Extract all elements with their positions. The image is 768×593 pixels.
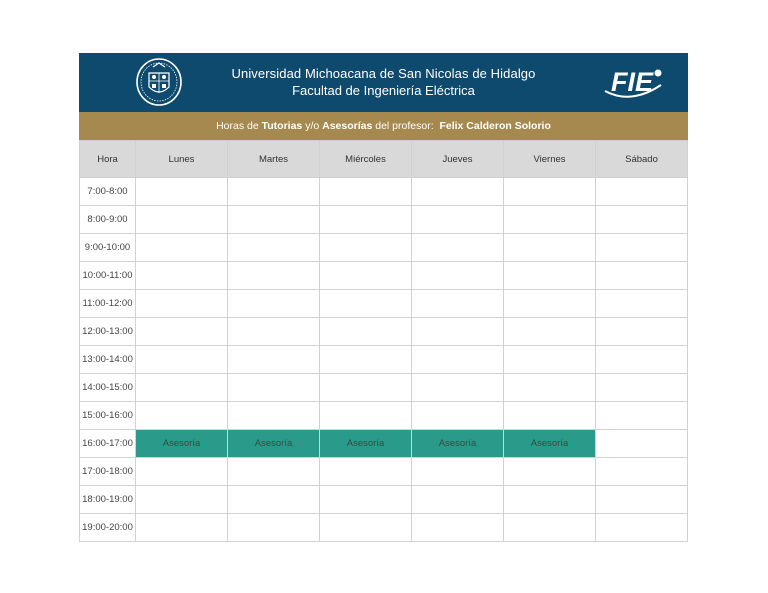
empty-cell bbox=[228, 346, 320, 374]
empty-cell bbox=[320, 402, 412, 430]
empty-cell bbox=[596, 206, 688, 234]
column-header: Hora bbox=[80, 141, 136, 178]
column-header: Jueves bbox=[412, 141, 504, 178]
empty-cell bbox=[596, 514, 688, 542]
table-row bbox=[80, 486, 688, 514]
empty-cell bbox=[228, 458, 320, 486]
empty-cell bbox=[320, 486, 412, 514]
empty-cell bbox=[412, 262, 504, 290]
asesoria-cell: Asesoría bbox=[228, 430, 320, 458]
empty-cell bbox=[320, 458, 412, 486]
table-row bbox=[80, 430, 688, 458]
header-row bbox=[80, 141, 688, 178]
table-row bbox=[80, 290, 688, 318]
empty-cell bbox=[136, 206, 228, 234]
empty-cell bbox=[228, 402, 320, 430]
empty-cell bbox=[504, 206, 596, 234]
banner-tutorias: Tutorias bbox=[261, 120, 303, 132]
column-header: Miércoles bbox=[320, 141, 412, 178]
empty-cell bbox=[136, 374, 228, 402]
empty-cell bbox=[228, 486, 320, 514]
schedule-sheet bbox=[79, 53, 688, 542]
empty-cell bbox=[504, 318, 596, 346]
empty-cell bbox=[228, 206, 320, 234]
empty-cell bbox=[596, 430, 688, 458]
hour-cell: 17:00-18:00 bbox=[80, 458, 136, 486]
empty-cell bbox=[504, 402, 596, 430]
empty-cell bbox=[596, 234, 688, 262]
fie-logo bbox=[601, 61, 665, 103]
empty-cell bbox=[412, 234, 504, 262]
empty-cell bbox=[504, 514, 596, 542]
empty-cell bbox=[504, 178, 596, 206]
empty-cell bbox=[596, 290, 688, 318]
hour-cell: 15:00-16:00 bbox=[80, 402, 136, 430]
empty-cell bbox=[412, 290, 504, 318]
empty-cell bbox=[136, 402, 228, 430]
table-row bbox=[80, 514, 688, 542]
empty-cell bbox=[228, 262, 320, 290]
empty-cell bbox=[228, 318, 320, 346]
empty-cell bbox=[320, 514, 412, 542]
banner-suffix: del profesor: bbox=[372, 120, 440, 132]
column-header: Viernes bbox=[504, 141, 596, 178]
table-row bbox=[80, 234, 688, 262]
empty-cell bbox=[412, 178, 504, 206]
hour-cell: 14:00-15:00 bbox=[80, 374, 136, 402]
empty-cell bbox=[320, 346, 412, 374]
empty-cell bbox=[228, 514, 320, 542]
table-row bbox=[80, 346, 688, 374]
column-header: Sábado bbox=[596, 141, 688, 178]
banner-asesorias: Asesorías bbox=[322, 120, 373, 132]
empty-cell bbox=[136, 458, 228, 486]
empty-cell bbox=[136, 514, 228, 542]
asesoria-cell: Asesoría bbox=[320, 430, 412, 458]
hour-cell: 11:00-12:00 bbox=[80, 290, 136, 318]
professor-banner bbox=[79, 112, 688, 140]
empty-cell bbox=[504, 486, 596, 514]
fie-logo-text: FIE bbox=[611, 67, 654, 97]
empty-cell bbox=[320, 206, 412, 234]
empty-cell bbox=[320, 178, 412, 206]
column-header: Martes bbox=[228, 141, 320, 178]
empty-cell bbox=[504, 458, 596, 486]
empty-cell bbox=[412, 206, 504, 234]
empty-cell bbox=[412, 346, 504, 374]
empty-cell bbox=[596, 346, 688, 374]
asesoria-cell: Asesoría bbox=[504, 430, 596, 458]
empty-cell bbox=[412, 374, 504, 402]
hour-cell: 13:00-14:00 bbox=[80, 346, 136, 374]
empty-cell bbox=[412, 318, 504, 346]
asesoria-cell: Asesoría bbox=[412, 430, 504, 458]
table-row bbox=[80, 206, 688, 234]
empty-cell bbox=[228, 178, 320, 206]
empty-cell bbox=[228, 374, 320, 402]
asesoria-cell: Asesoría bbox=[136, 430, 228, 458]
column-header: Lunes bbox=[136, 141, 228, 178]
empty-cell bbox=[136, 262, 228, 290]
empty-cell bbox=[504, 290, 596, 318]
hour-cell: 8:00-9:00 bbox=[80, 206, 136, 234]
empty-cell bbox=[320, 262, 412, 290]
schedule-table bbox=[79, 140, 688, 542]
table-row bbox=[80, 262, 688, 290]
empty-cell bbox=[504, 346, 596, 374]
hour-cell: 12:00-13:00 bbox=[80, 318, 136, 346]
empty-cell bbox=[596, 486, 688, 514]
hour-cell: 7:00-8:00 bbox=[80, 178, 136, 206]
empty-cell bbox=[228, 290, 320, 318]
empty-cell bbox=[596, 262, 688, 290]
empty-cell bbox=[596, 458, 688, 486]
empty-cell bbox=[136, 234, 228, 262]
empty-cell bbox=[596, 178, 688, 206]
empty-cell bbox=[320, 290, 412, 318]
empty-cell bbox=[228, 234, 320, 262]
header-banner bbox=[79, 53, 688, 112]
table-row bbox=[80, 402, 688, 430]
empty-cell bbox=[596, 402, 688, 430]
professor-name: Felix Calderon Solorio bbox=[439, 120, 551, 132]
banner-mid: y/o bbox=[302, 120, 323, 132]
empty-cell bbox=[136, 290, 228, 318]
empty-cell bbox=[320, 374, 412, 402]
empty-cell bbox=[596, 374, 688, 402]
hour-cell: 16:00-17:00 bbox=[80, 430, 136, 458]
table-row bbox=[80, 374, 688, 402]
hour-cell: 18:00-19:00 bbox=[80, 486, 136, 514]
table-row bbox=[80, 318, 688, 346]
empty-cell bbox=[504, 234, 596, 262]
table-row bbox=[80, 458, 688, 486]
empty-cell bbox=[504, 262, 596, 290]
empty-cell bbox=[412, 402, 504, 430]
empty-cell bbox=[136, 318, 228, 346]
table-row bbox=[80, 178, 688, 206]
hour-cell: 19:00-20:00 bbox=[80, 514, 136, 542]
empty-cell bbox=[504, 374, 596, 402]
empty-cell bbox=[136, 178, 228, 206]
empty-cell bbox=[320, 234, 412, 262]
faculty-name: Facultad de Ingeniería Eléctrica bbox=[292, 83, 475, 98]
empty-cell bbox=[412, 514, 504, 542]
empty-cell bbox=[136, 486, 228, 514]
empty-cell bbox=[412, 458, 504, 486]
hour-cell: 9:00-10:00 bbox=[80, 234, 136, 262]
empty-cell bbox=[136, 346, 228, 374]
empty-cell bbox=[320, 318, 412, 346]
hour-cell: 10:00-11:00 bbox=[80, 262, 136, 290]
empty-cell bbox=[412, 486, 504, 514]
empty-cell bbox=[596, 318, 688, 346]
university-name: Universidad Michoacana de San Nicolas de Hidalgo bbox=[231, 66, 536, 81]
banner-prefix: Horas de bbox=[216, 120, 262, 132]
